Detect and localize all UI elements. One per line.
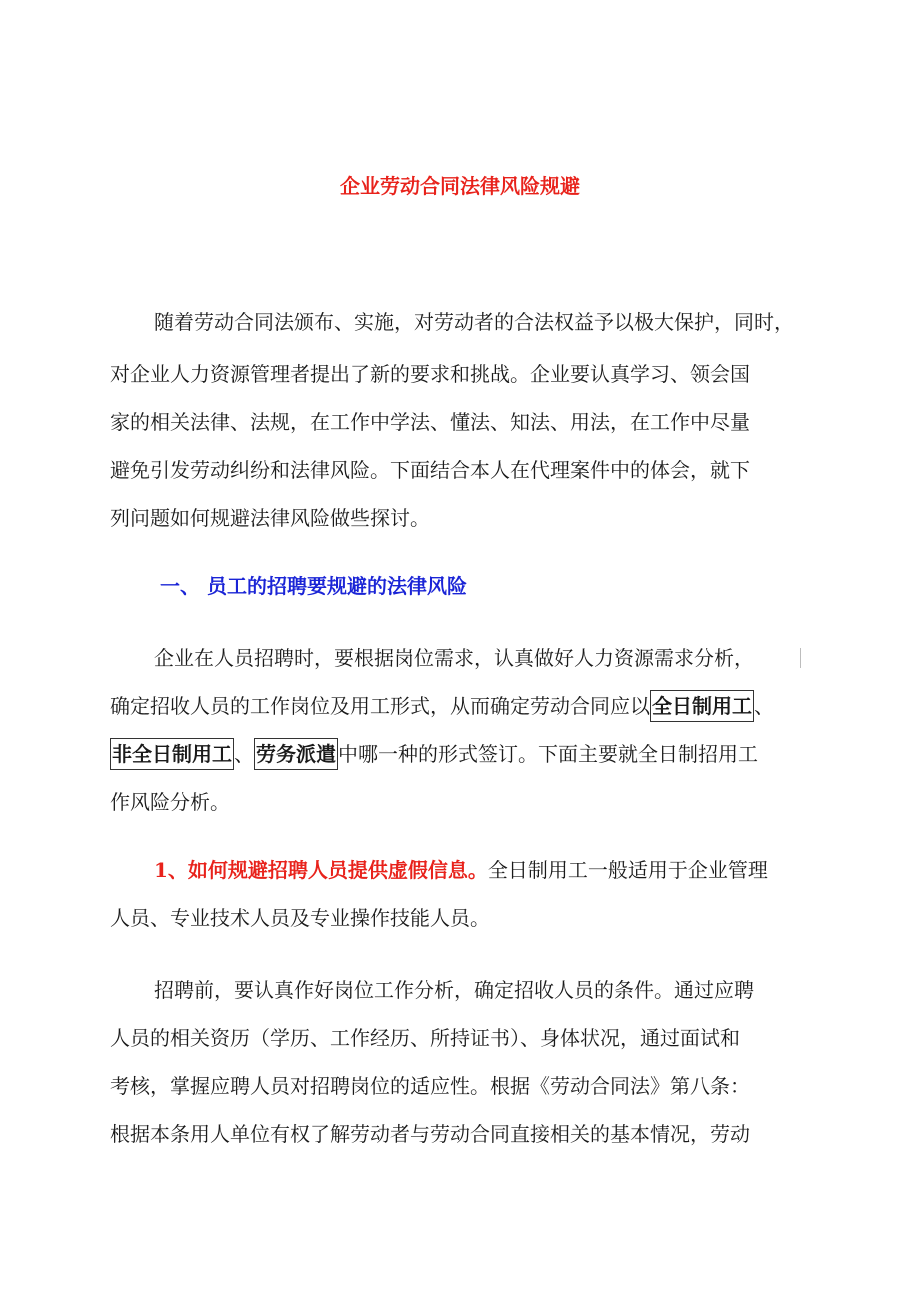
- sub1-text: 全日制用工一般适用于企业管理: [487, 858, 768, 882]
- s1p1-line-2-text: 确定招收人员的工作岗位及用工形式，从而确定劳动合同应以: [110, 694, 650, 718]
- s1p1-line-1: 企业在人员招聘时，要根据岗位需求，认真做好人力资源需求分析，: [154, 646, 754, 670]
- s1p1-line-3-text: 中哪一种的形式签订。下面主要就全日制招用工: [338, 742, 758, 766]
- text-cursor-mark: [800, 648, 801, 668]
- separator-1: 、: [754, 694, 774, 718]
- sub1-heading: 1、如何规避招聘人员提供虚假信息。: [154, 858, 488, 882]
- boxed-term-full-time: 全日制用工: [650, 690, 754, 722]
- intro-line-3: 家的相关法律、法规，在工作中学法、懂法、知法、用法，在工作中尽量: [110, 410, 750, 434]
- intro-line-1: 随着劳动合同法颁布、实施，对劳动者的合法权益予以极大保护，同时，: [154, 310, 794, 334]
- section-1-heading: 一、 员工的招聘要规避的法律风险: [160, 574, 467, 598]
- s1p3-line-1: 招聘前，要认真作好岗位工作分析，确定招收人员的条件。通过应聘: [154, 978, 754, 1002]
- s1p3-line-3: 考核，掌握应聘人员对招聘岗位的适应性。根据《劳动合同法》第八条：: [110, 1074, 750, 1098]
- document-title: 企业劳动合同法律风险规避: [340, 174, 580, 198]
- intro-line-5: 列问题如何规避法律风险做些探讨。: [110, 506, 430, 530]
- s1p1-line-3: [110, 730, 820, 778]
- s1p1-line-2: [110, 682, 830, 730]
- boxed-term-part-time: 非全日制用工: [110, 738, 234, 770]
- sub1-line-2: 人员、专业技术人员及专业操作技能人员。: [110, 906, 490, 930]
- s1p1-line-4: 作风险分析。: [110, 790, 230, 814]
- s1p3-line-2: 人员的相关资历（学历、工作经历、所持证书）、身体状况，通过面试和: [110, 1026, 740, 1050]
- separator-2: 、: [234, 742, 254, 766]
- boxed-term-dispatch: 劳务派遣: [254, 738, 338, 770]
- sub1-line-1: [110, 846, 820, 894]
- s1p3-line-4: 根据本条用人单位有权了解劳动者与劳动合同直接相关的基本情况，劳动: [110, 1122, 750, 1146]
- intro-line-4: 避免引发劳动纠纷和法律风险。下面结合本人在代理案件中的体会，就下: [110, 458, 750, 482]
- intro-line-2: 对企业人力资源管理者提出了新的要求和挑战。企业要认真学习、领会国: [110, 362, 750, 386]
